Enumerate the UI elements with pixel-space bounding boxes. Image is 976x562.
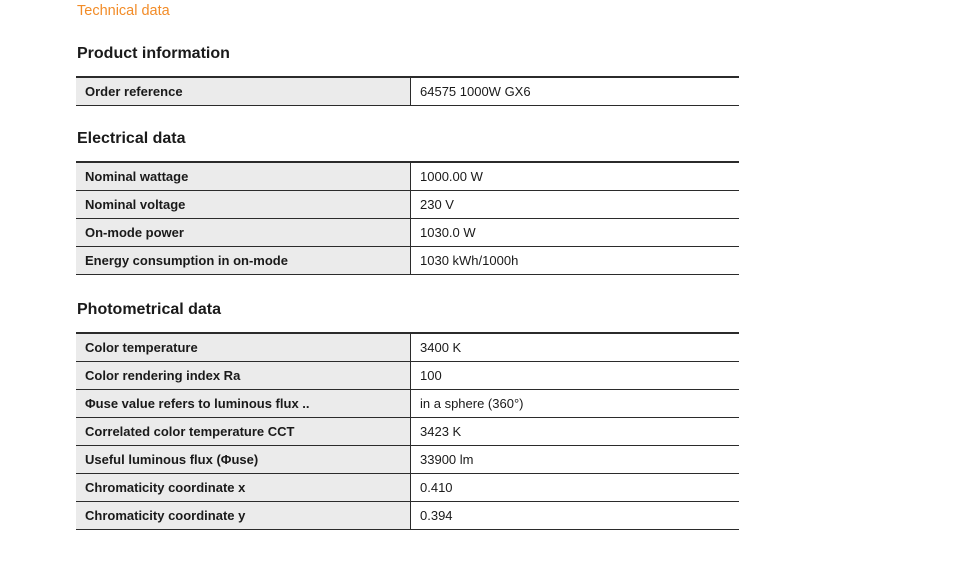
row-value: 64575 1000W GX6 — [411, 77, 740, 106]
electrical-data-table — [76, 161, 739, 275]
table-row — [76, 390, 739, 418]
table-row — [76, 418, 739, 446]
section-product-information — [76, 44, 739, 106]
table-row — [76, 247, 739, 275]
row-label: Useful luminous flux (Φuse) — [76, 446, 411, 474]
row-value: 0.410 — [411, 474, 740, 502]
row-label: Energy consumption in on-mode — [76, 247, 411, 275]
table-row — [76, 362, 739, 390]
section-photometrical-data — [76, 300, 739, 530]
row-label: Color temperature — [76, 333, 411, 362]
row-value: 1000.00 W — [411, 162, 740, 191]
table-row — [76, 502, 739, 530]
row-value: 230 V — [411, 191, 740, 219]
section-title: Photometrical data — [77, 301, 222, 318]
row-label: On-mode power — [76, 219, 411, 247]
table-row — [76, 333, 739, 362]
table-row — [76, 191, 739, 219]
table-row — [76, 446, 739, 474]
section-title: Electrical data — [77, 130, 186, 147]
row-label: Nominal voltage — [76, 191, 411, 219]
photometrical-data-table — [76, 332, 739, 530]
product-information-table — [76, 76, 739, 106]
section-electrical-data — [76, 129, 739, 275]
row-value: 100 — [411, 362, 740, 390]
table-row — [76, 77, 739, 106]
page-title: Technical data — [77, 3, 170, 19]
section-title: Product information — [77, 45, 230, 62]
row-label: Nominal wattage — [76, 162, 411, 191]
row-label: Color rendering index Ra — [76, 362, 411, 390]
row-value: in a sphere (360°) — [411, 390, 740, 418]
row-value: 1030.0 W — [411, 219, 740, 247]
row-value: 3400 K — [411, 333, 740, 362]
table-row — [76, 162, 739, 191]
row-label: Chromaticity coordinate y — [76, 502, 411, 530]
row-label: Chromaticity coordinate x — [76, 474, 411, 502]
row-value: 1030 kWh/1000h — [411, 247, 740, 275]
row-label: Order reference — [76, 77, 411, 106]
row-value: 0.394 — [411, 502, 740, 530]
row-value: 3423 K — [411, 418, 740, 446]
table-row — [76, 219, 739, 247]
table-row — [76, 474, 739, 502]
row-label: Correlated color temperature CCT — [76, 418, 411, 446]
row-value: 33900 lm — [411, 446, 740, 474]
row-label: Φuse value refers to luminous flux .. — [76, 390, 411, 418]
